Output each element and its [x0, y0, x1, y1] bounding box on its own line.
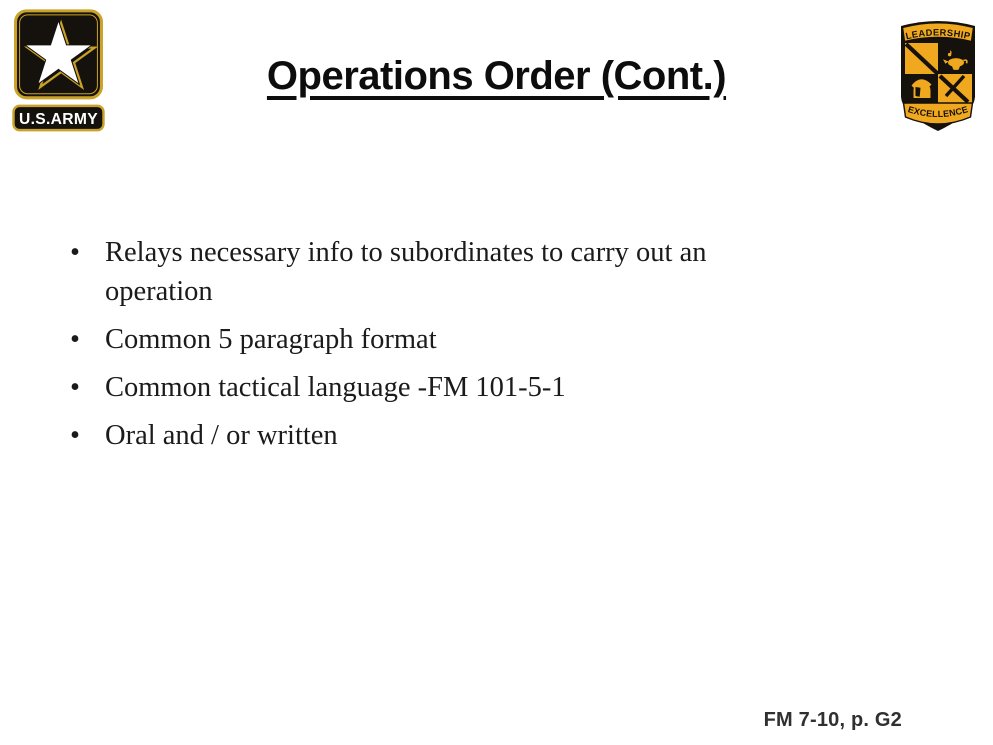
bullet-list [66, 233, 808, 464]
list-item [66, 320, 808, 359]
badge-bottom-banner-label: EXCELLENCE [906, 104, 970, 120]
bullet-icon: • [70, 237, 80, 268]
bullet-icon: • [70, 372, 80, 404]
badge-top-banner-label: LEADERSHIP [904, 27, 972, 42]
bullet-icon: • [70, 420, 80, 452]
page-title [0, 54, 993, 99]
list-item [66, 368, 808, 407]
footer-reference: FM 7-10, p. G2 [763, 709, 902, 731]
bullet-text: Common tactical language -FM 101-5-1 [105, 372, 566, 404]
bullet-icon: • [70, 324, 80, 356]
list-item [66, 416, 808, 455]
bullet-text: Oral and / or written [105, 420, 338, 452]
bullet-text: Relays necessary info to subordinates to carry out an operation [105, 237, 707, 308]
list-item [66, 233, 808, 311]
us-army-label: U.S.ARMY [19, 111, 98, 129]
bullet-text: Common 5 paragraph format [105, 324, 437, 356]
rotc-shield-icon [894, 10, 982, 136]
page-title-text: Operations Order (Cont.) [266, 54, 727, 98]
rotc-badge [894, 10, 982, 136]
